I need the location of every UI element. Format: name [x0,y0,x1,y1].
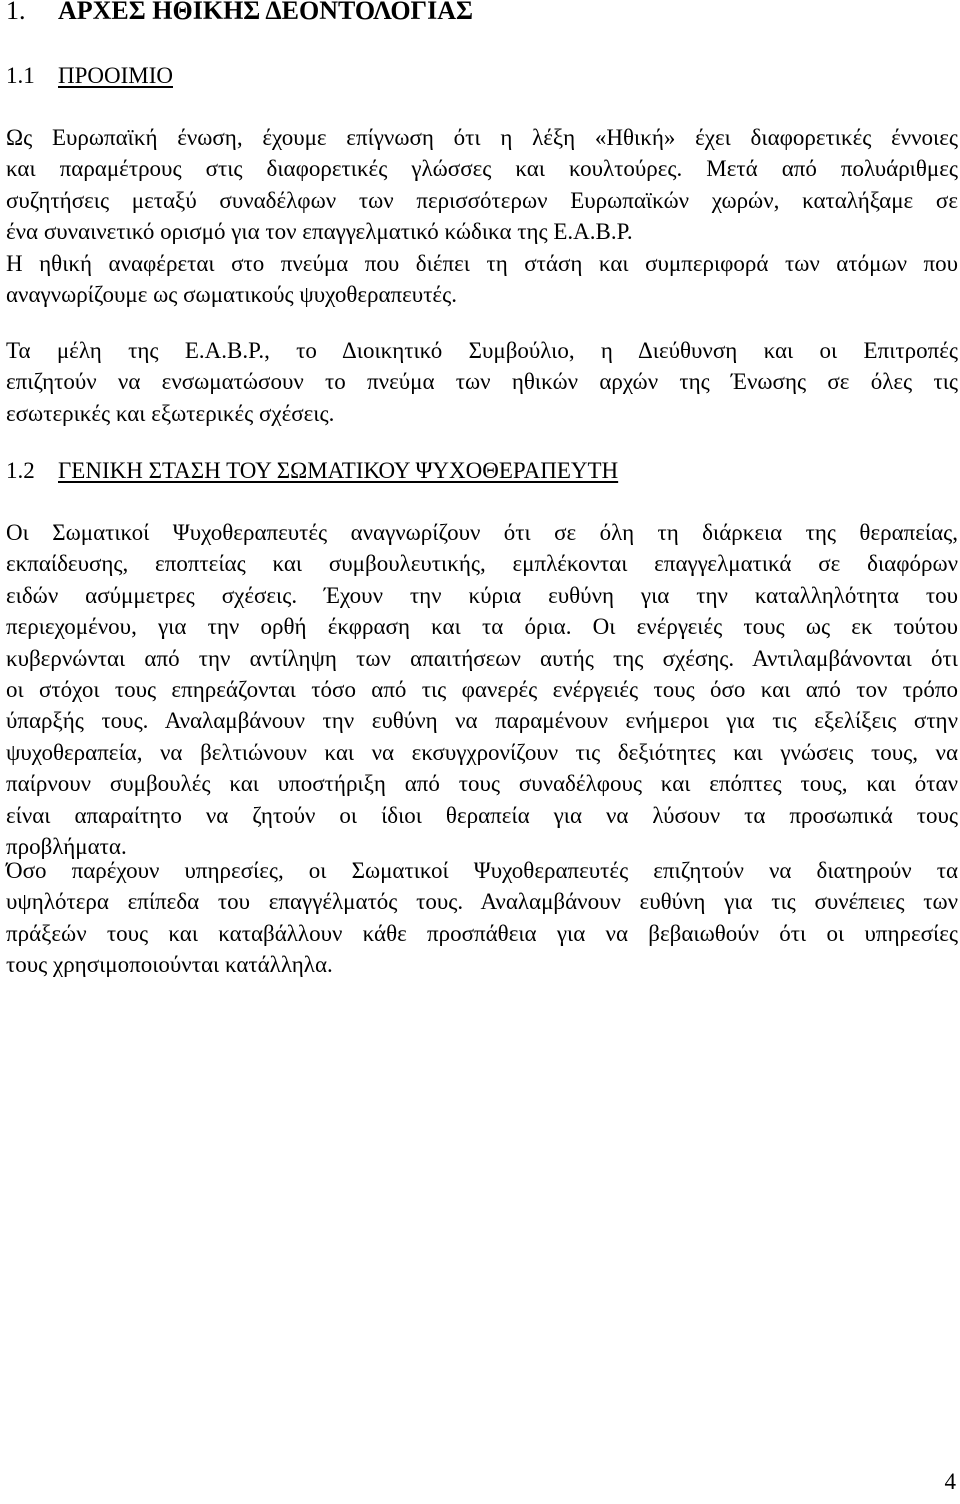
text-line: συζητήσεις μεταξύ συναδέλφων των περισσότερων Ευρωπαϊκών χωρών, καταλήξαμε σε [6,187,958,213]
section-1-title: ΑΡΧΕΣ ΗΘΙΚΗΣ ΔΕΟΝΤΟΛΟΓΙΑΣ [58,0,473,25]
text-line: Όσο παρέχουν υπηρεσίες, οι Σωματικοί Ψυχοθεραπευτές επιζητούν να διατηρούν τα [6,858,958,883]
section-1-1-heading [6,61,173,91]
text-line: Ως Ευρωπαϊκή ένωση, έχουμε επίγνωση ότι η λέξη «Ηθική» έχει διαφορετικές έννοιες [6,125,958,150]
general-stance-paragraph-2 [6,855,958,981]
text-line: είναι απαραίτητο να ζητούν οι ίδιοι θεραπεία για να λύσουν τα προσωπικά τους [6,802,958,828]
text-line: τους χρησιμοποιούνται κατάλληλα. [6,952,333,978]
section-1-heading [6,0,473,28]
text-line: ύπαρξής τους. Αναλαμβάνουν την ευθύνη να παραμένουν ενήμεροι για τις εξελίξεις στην [6,708,958,734]
text-line: προβλήματα. [6,833,127,859]
text-line: υψηλότερα επίπεδα του επαγγέλματός τους. Αναλαμβάνουν ευθύνη για τις συνέπειες των [6,889,958,915]
text-line: Οι Σωματικοί Ψυχοθεραπευτές αναγνωρίζουν ότι σε όλη τη διάρκεια της θεραπείας, [6,520,958,545]
section-1-2-title: ΓΕΝΙΚΗ ΣΤΑΣΗ ΤΟΥ ΣΩΜΑΤΙΚΟΥ ΨΥΧΟΘΕΡΑΠΕΥΤΗ [58,458,619,483]
page-number: 4 [944,1469,956,1494]
text-line: κυβερνώνται από την αντίληψη των απαιτήσεων αυτής της σχέσης. Αντιλαμβάνονται ότι [6,645,958,671]
section-1-1-title: ΠΡΟΟΙΜΙΟ [58,63,173,88]
section-1-number: 1. [6,0,26,25]
preamble-paragraph-1 [6,122,958,310]
text-line: Τα μέλη της Ε.Α.Β.Ρ., το Διοικητικό Συμβούλιο, η Διεύθυνση και οι Επιτροπές [6,338,958,363]
text-line: Η ηθική αναφέρεται στο πνεύμα που διέπει τη στάση και συμπεριφορά των ατόμων που [6,250,958,276]
text-line: οι στόχοι τους επηρεάζονται τόσο από τις φανερές ενέργειές τους όσο και από τον τρόπο [6,676,958,702]
text-line: ένα συναινετικό ορισμό για τον επαγγελματικό κώδικα της Ε.Α.Β.Ρ. [6,219,633,245]
text-line: επιζητούν να ενσωματώσουν το πνεύμα των ηθικών αρχών της Ένωσης σε όλες τις [6,369,958,395]
text-line: περιεχομένου, για την ορθή έκφραση και τα όρια. Οι ενέργειές τους ως εκ τούτου [6,614,958,640]
text-line: πράξεών τους και καταβάλλουν κάθε προσπάθεια για να βεβαιωθούν ότι οι υπηρεσίες [6,920,958,946]
text-line: εκπαίδευσης, εποπτείας και συμβουλευτικής, εμπλέκονται επαγγελματικά σε διαφόρων [6,551,958,577]
text-line: και παραμέτρους στις διαφορετικές γλώσσες και κουλτούρες. Μετά από πολυάριθμες [6,156,958,182]
section-1-2-number: 1.2 [6,458,35,483]
text-line: παίρνουν συμβουλές και υποστήριξη από τους συναδέλφους και επόπτες τους, και όταν [6,771,958,797]
text-line: εσωτερικές και εξωτερικές σχέσεις. [6,400,335,426]
section-1-2-heading [6,456,618,486]
general-stance-paragraph-1 [6,517,958,862]
text-line: ειδών ασύμμετρες σχέσεις. Έχουν την κύρια ευθύνη για την καταλληλότητα του [6,582,958,608]
section-1-1-number: 1.1 [6,63,35,88]
preamble-paragraph-2 [6,335,958,429]
text-line: ψυχοθεραπεία, να βελτιώνουν και να εκσυγχρονίζουν τις δεξιότητες και γνώσεις τους, να [6,739,958,765]
text-line: αναγνωρίζουμε ως σωματικούς ψυχοθεραπευτές. [6,281,457,307]
